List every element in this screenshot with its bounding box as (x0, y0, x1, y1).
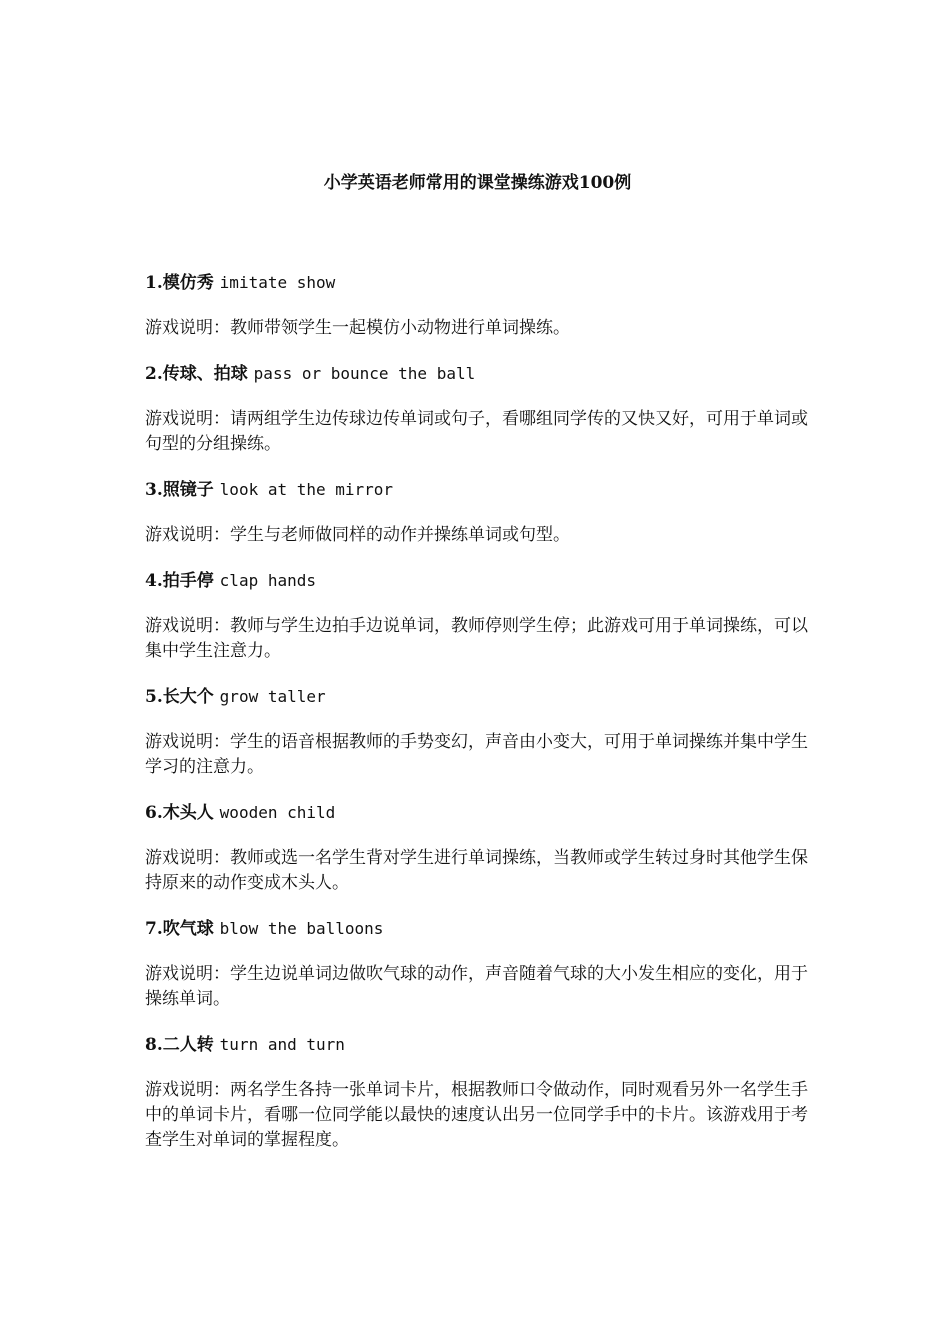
game-item-1 (145, 270, 810, 341)
game-heading (145, 270, 810, 296)
game-number: 6. (145, 803, 163, 823)
game-item-7 (145, 916, 810, 1012)
game-name-cn: 拍手停 (162, 571, 214, 591)
game-number: 5. (145, 687, 163, 707)
game-description: 游戏说明：学生的语音根据教师的手势变幻，声音由小变大，可用于单词操练并集中学生学习的注意力。 (145, 732, 808, 777)
game-number: 2. (145, 364, 163, 384)
game-heading (145, 477, 810, 503)
game-name-en: clap hands (219, 571, 316, 590)
document-title: 小学英语老师常用的课堂操练游戏100例 (323, 173, 632, 193)
game-number: 7. (145, 919, 163, 939)
game-item-8 (145, 1032, 810, 1153)
game-heading (145, 1032, 810, 1058)
game-name-cn: 模仿秀 (162, 273, 214, 293)
game-name-cn: 照镜子 (162, 480, 214, 500)
game-number: 4. (145, 571, 163, 591)
game-description: 游戏说明：教师与学生边拍手边说单词，教师停则学生停；此游戏可用于单词操练，可以集中学生注意力。 (145, 616, 808, 661)
game-item-4 (145, 568, 810, 664)
game-number: 8. (145, 1035, 163, 1055)
game-name-en: turn and turn (219, 1035, 345, 1054)
game-heading (145, 916, 810, 942)
game-name-cn: 传球、拍球 (162, 364, 248, 384)
game-description: 游戏说明：学生边说单词边做吹气球的动作，声音随着气球的大小发生相应的变化，用于操练单词。 (145, 964, 808, 1009)
game-heading (145, 684, 810, 710)
game-name-cn: 长大个 (162, 687, 214, 707)
game-description: 游戏说明：两名学生各持一张单词卡片，根据教师口令做动作，同时观看另外一名学生手中的单词卡片，看哪一位同学能以最快的速度认出另一位同学手中的卡片。该游戏用于考查学生对单词的掌握程度。 (145, 1080, 808, 1150)
game-name-en: pass or bounce the ball (253, 364, 476, 383)
game-description: 游戏说明：教师或选一名学生背对学生进行单词操练，当教师或学生转过身时其他学生保持原来的动作变成木头人。 (145, 848, 808, 893)
game-name-en: wooden child (219, 803, 336, 822)
game-item-3 (145, 477, 810, 548)
game-number: 1. (145, 273, 163, 293)
game-heading (145, 361, 810, 387)
game-description: 游戏说明：学生与老师做同样的动作并操练单词或句型。 (145, 525, 570, 545)
game-item-2 (145, 361, 810, 457)
game-item-5 (145, 684, 810, 780)
game-heading (145, 800, 810, 826)
game-name-en: imitate show (219, 273, 336, 292)
document-page (145, 168, 810, 1173)
game-name-en: blow the balloons (219, 919, 384, 938)
game-number: 3. (145, 480, 163, 500)
game-heading (145, 568, 810, 594)
game-name-cn: 二人转 (162, 1035, 214, 1055)
game-name-en: grow taller (219, 687, 326, 706)
game-description: 游戏说明：教师带领学生一起模仿小动物进行单词操练。 (145, 318, 570, 338)
game-name-cn: 吹气球 (162, 919, 214, 939)
game-name-cn: 木头人 (162, 803, 214, 823)
game-description: 游戏说明：请两组学生边传球边传单词或句子，看哪组同学传的又快又好，可用于单词或句型的分组操练。 (145, 409, 808, 454)
game-name-en: look at the mirror (219, 480, 394, 499)
game-item-6 (145, 800, 810, 896)
